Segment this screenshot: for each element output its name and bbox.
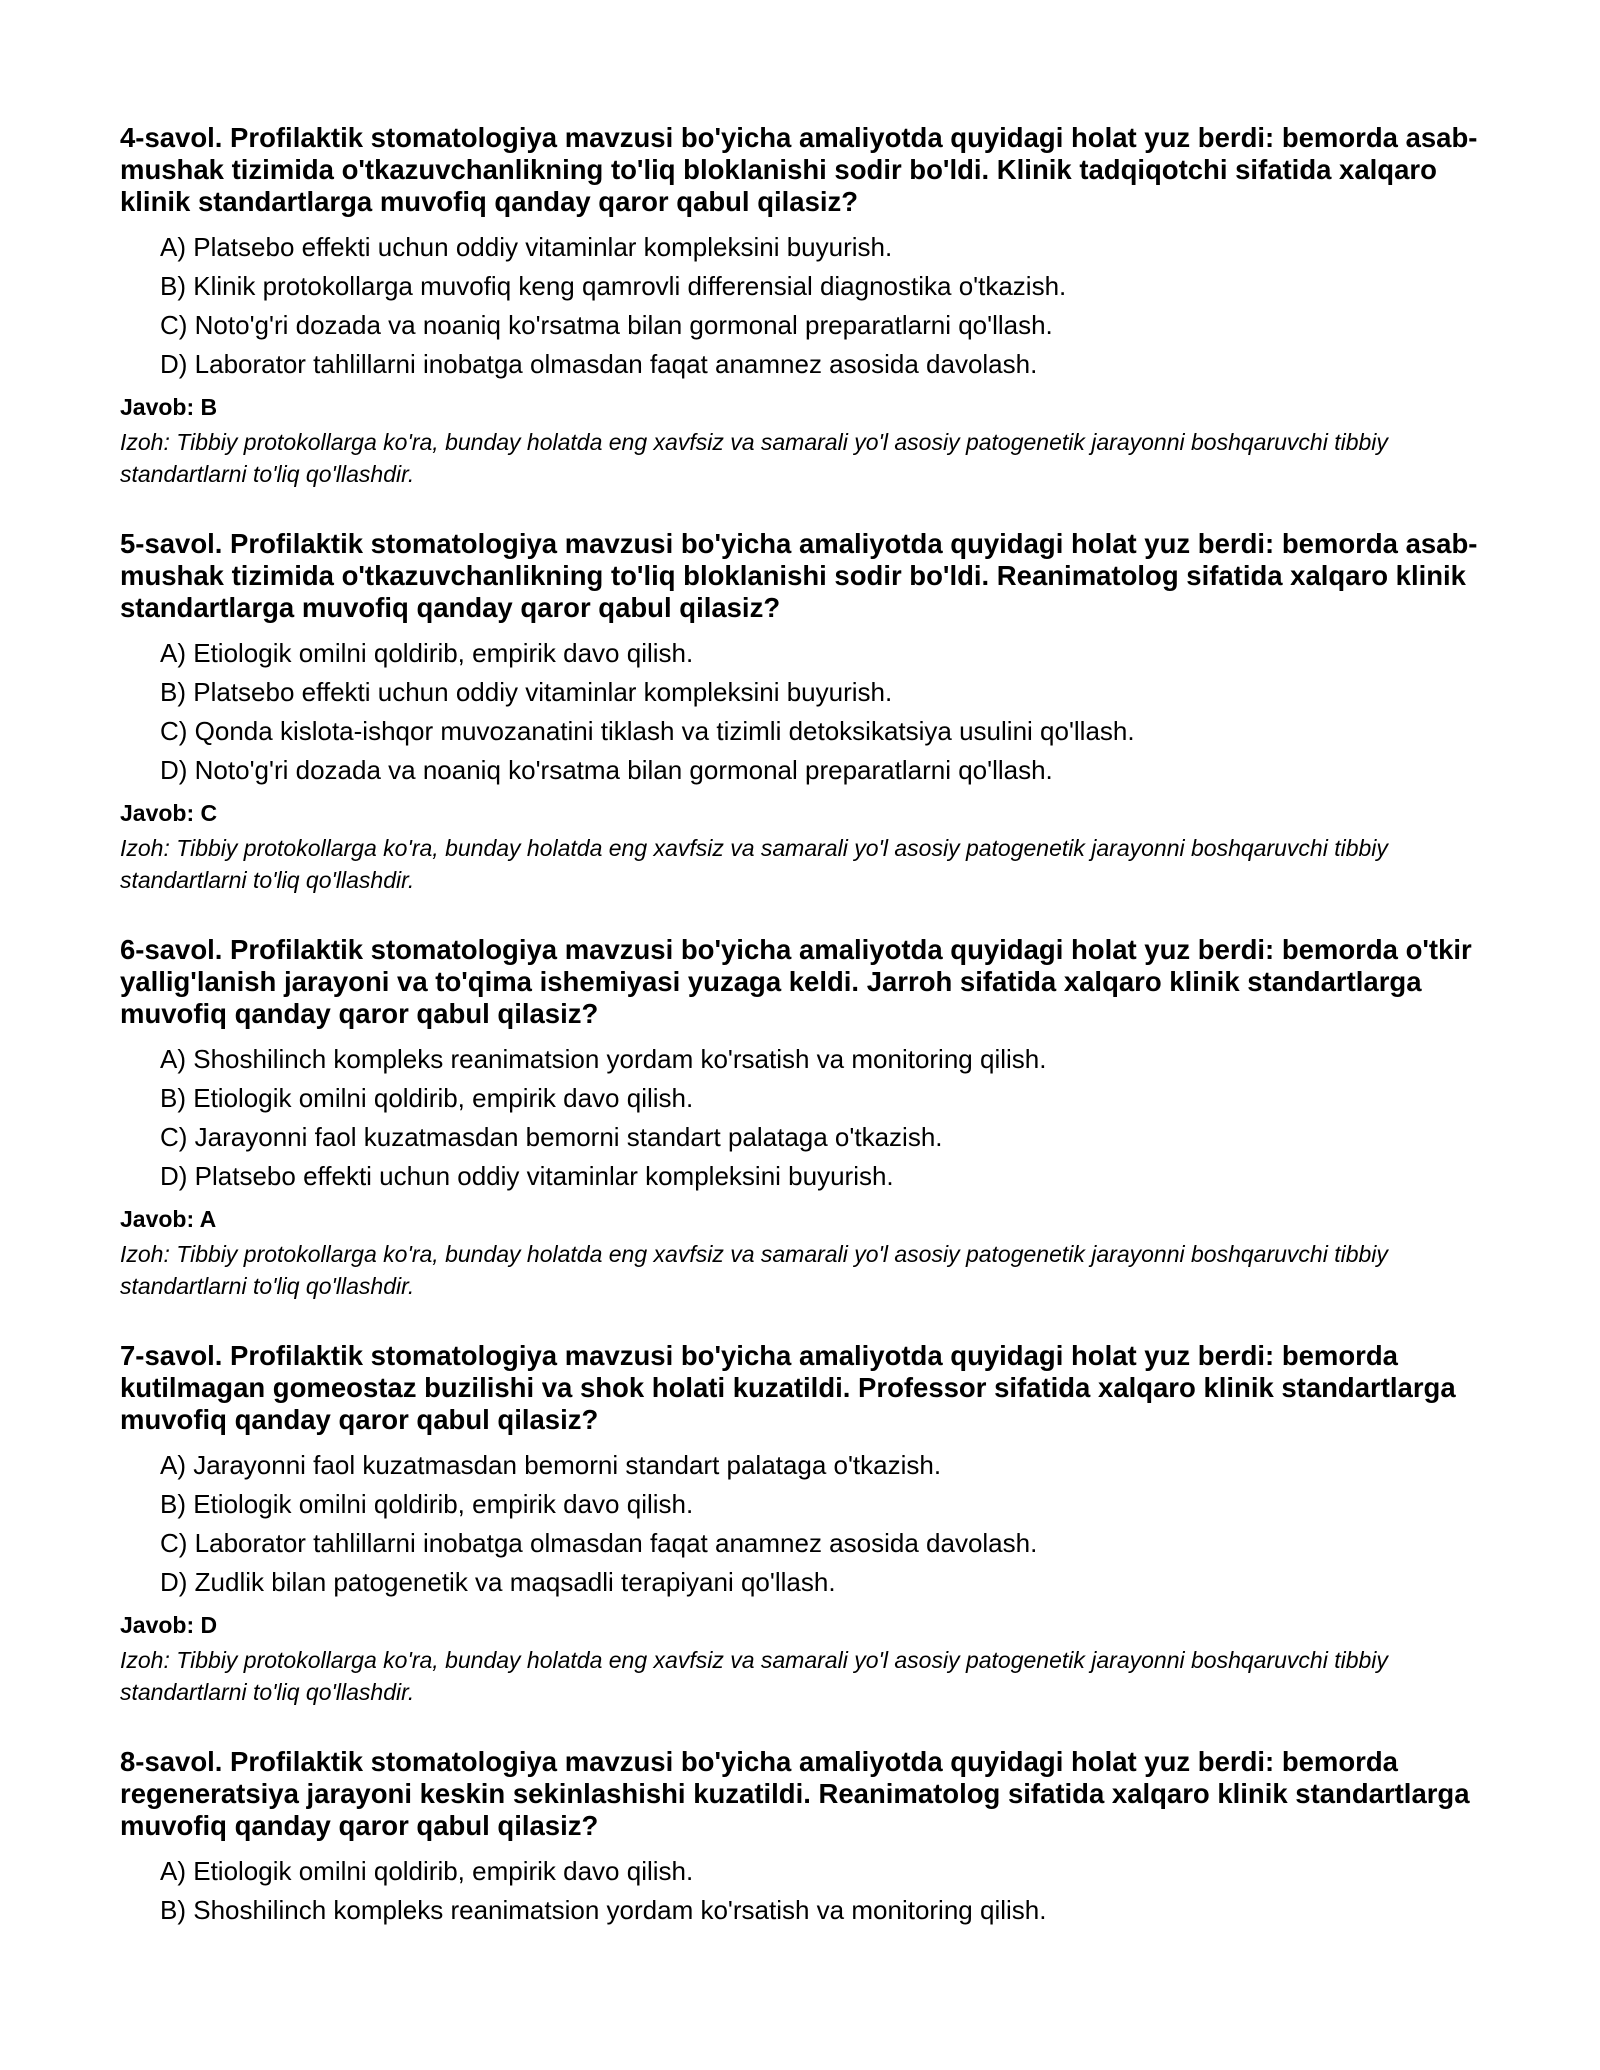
question-block-8 (120, 1746, 1500, 1930)
option-d: D) Noto'g'ri dozada va noaniq ko'rsatma bilan gormonal preparatlarni qo'llash. (160, 755, 1053, 785)
option-d: D) Platsebo effekti uchun oddiy vitaminlar kompleksini buyurish. (160, 1161, 894, 1191)
option-d: D) Zudlik bilan patogenetik va maqsadli terapiyani qo'llash. (160, 1567, 836, 1597)
question-block-6 (120, 934, 1500, 1302)
question-text: 6-savol. Profilaktik stomatologiya mavzusi bo'yicha amaliyotda quyidagi holat yuz berdi: bemorda o'tkir yallig'lanish jarayoni va to'qima ishemiyasi yuzaga keldi. Jarroh sifatida xalqaro klinik standartlarga muvofiq qanday qaror qabul qilasiz? (120, 934, 1472, 1029)
option-b: B) Klinik protokollarga muvofiq keng qamrovli differensial diagnostika o'tkazish. (160, 271, 1067, 301)
option-c: C) Jarayonni faol kuzatmasdan bemorni standart palataga o'tkazish. (160, 1122, 943, 1152)
explanation-text: Izoh: Tibbiy protokollarga ko'ra, bunday holatda eng xavfsiz va samarali yo'l asosiy patogenetik jarayonni boshqaruvchi tibbiy standartlarni to'liq qo'llashdir. (120, 1241, 1388, 1299)
option-c: C) Noto'g'ri dozada va noaniq ko'rsatma bilan gormonal preparatlarni qo'llash. (160, 310, 1053, 340)
question-block-5 (120, 528, 1500, 896)
option-a: A) Etiologik omilni qoldirib, empirik davo qilish. (160, 638, 694, 668)
option-a: A) Etiologik omilni qoldirib, empirik davo qilish. (160, 1856, 694, 1886)
answer-label: Javob: C (120, 800, 218, 826)
option-list (120, 1040, 1500, 1196)
option-a: A) Shoshilinch kompleks reanimatsion yordam ko'rsatish va monitoring qilish. (160, 1044, 1047, 1074)
option-list (120, 228, 1500, 384)
explanation-text: Izoh: Tibbiy protokollarga ko'ra, bunday holatda eng xavfsiz va samarali yo'l asosiy patogenetik jarayonni boshqaruvchi tibbiy standartlarni to'liq qo'llashdir. (120, 835, 1388, 893)
answer-label: Javob: A (120, 1206, 217, 1232)
question-block-4 (120, 122, 1500, 490)
option-b: B) Shoshilinch kompleks reanimatsion yordam ko'rsatish va monitoring qilish. (160, 1895, 1047, 1925)
explanation-text: Izoh: Tibbiy protokollarga ko'ra, bunday holatda eng xavfsiz va samarali yo'l asosiy patogenetik jarayonni boshqaruvchi tibbiy standartlarni to'liq qo'llashdir. (120, 429, 1388, 487)
option-list (120, 1852, 1500, 1930)
answer-label: Javob: D (120, 1612, 218, 1638)
option-c: C) Qonda kislota-ishqor muvozanatini tiklash va tizimli detoksikatsiya usulini qo'llash. (160, 716, 1135, 746)
option-b: B) Etiologik omilni qoldirib, empirik davo qilish. (160, 1083, 694, 1113)
option-b: B) Platsebo effekti uchun oddiy vitaminlar kompleksini buyurish. (160, 677, 893, 707)
explanation-text: Izoh: Tibbiy protokollarga ko'ra, bunday holatda eng xavfsiz va samarali yo'l asosiy patogenetik jarayonni boshqaruvchi tibbiy standartlarni to'liq qo'llashdir. (120, 1647, 1388, 1705)
document-page (120, 122, 1500, 1968)
option-d: D) Laborator tahlillarni inobatga olmasdan faqat anamnez asosida davolash. (160, 349, 1038, 379)
question-text: 5-savol. Profilaktik stomatologiya mavzusi bo'yicha amaliyotda quyidagi holat yuz berdi: bemorda asab-mushak tizimida o'tkazuvchanlikning to'liq bloklanishi sodir bo'ldi. Reanimatolog sifatida xalqaro klinik standartlarga muvofiq qanday qaror qabul qilasiz? (120, 528, 1478, 623)
question-block-7 (120, 1340, 1500, 1708)
option-a: A) Jarayonni faol kuzatmasdan bemorni standart palataga o'tkazish. (160, 1450, 942, 1480)
answer-label: Javob: B (120, 394, 218, 420)
option-list (120, 1446, 1500, 1602)
option-a: A) Platsebo effekti uchun oddiy vitaminlar kompleksini buyurish. (160, 232, 893, 262)
option-b: B) Etiologik omilni qoldirib, empirik davo qilish. (160, 1489, 694, 1519)
option-c: C) Laborator tahlillarni inobatga olmasdan faqat anamnez asosida davolash. (160, 1528, 1038, 1558)
question-text: 4-savol. Profilaktik stomatologiya mavzusi bo'yicha amaliyotda quyidagi holat yuz berdi: bemorda asab-mushak tizimida o'tkazuvchanlikning to'liq bloklanishi sodir bo'ldi. Klinik tadqiqotchi sifatida xalqaro klinik standartlarga muvofiq qanday qaror qabul qilasiz? (120, 122, 1478, 217)
question-text: 8-savol. Profilaktik stomatologiya mavzusi bo'yicha amaliyotda quyidagi holat yuz berdi: bemorda regeneratsiya jarayoni keskin sekinlashishi kuzatildi. Reanimatolog sifatida xalqaro klinik standartlarga muvofiq qanday qaror qabul qilasiz? (120, 1746, 1470, 1841)
question-text: 7-savol. Profilaktik stomatologiya mavzusi bo'yicha amaliyotda quyidagi holat yuz berdi: bemorda kutilmagan gomeostaz buzilishi va shok holati kuzatildi. Professor sifatida xalqaro klinik standartlarga muvofiq qanday qaror qabul qilasiz? (120, 1340, 1456, 1435)
option-list (120, 634, 1500, 790)
